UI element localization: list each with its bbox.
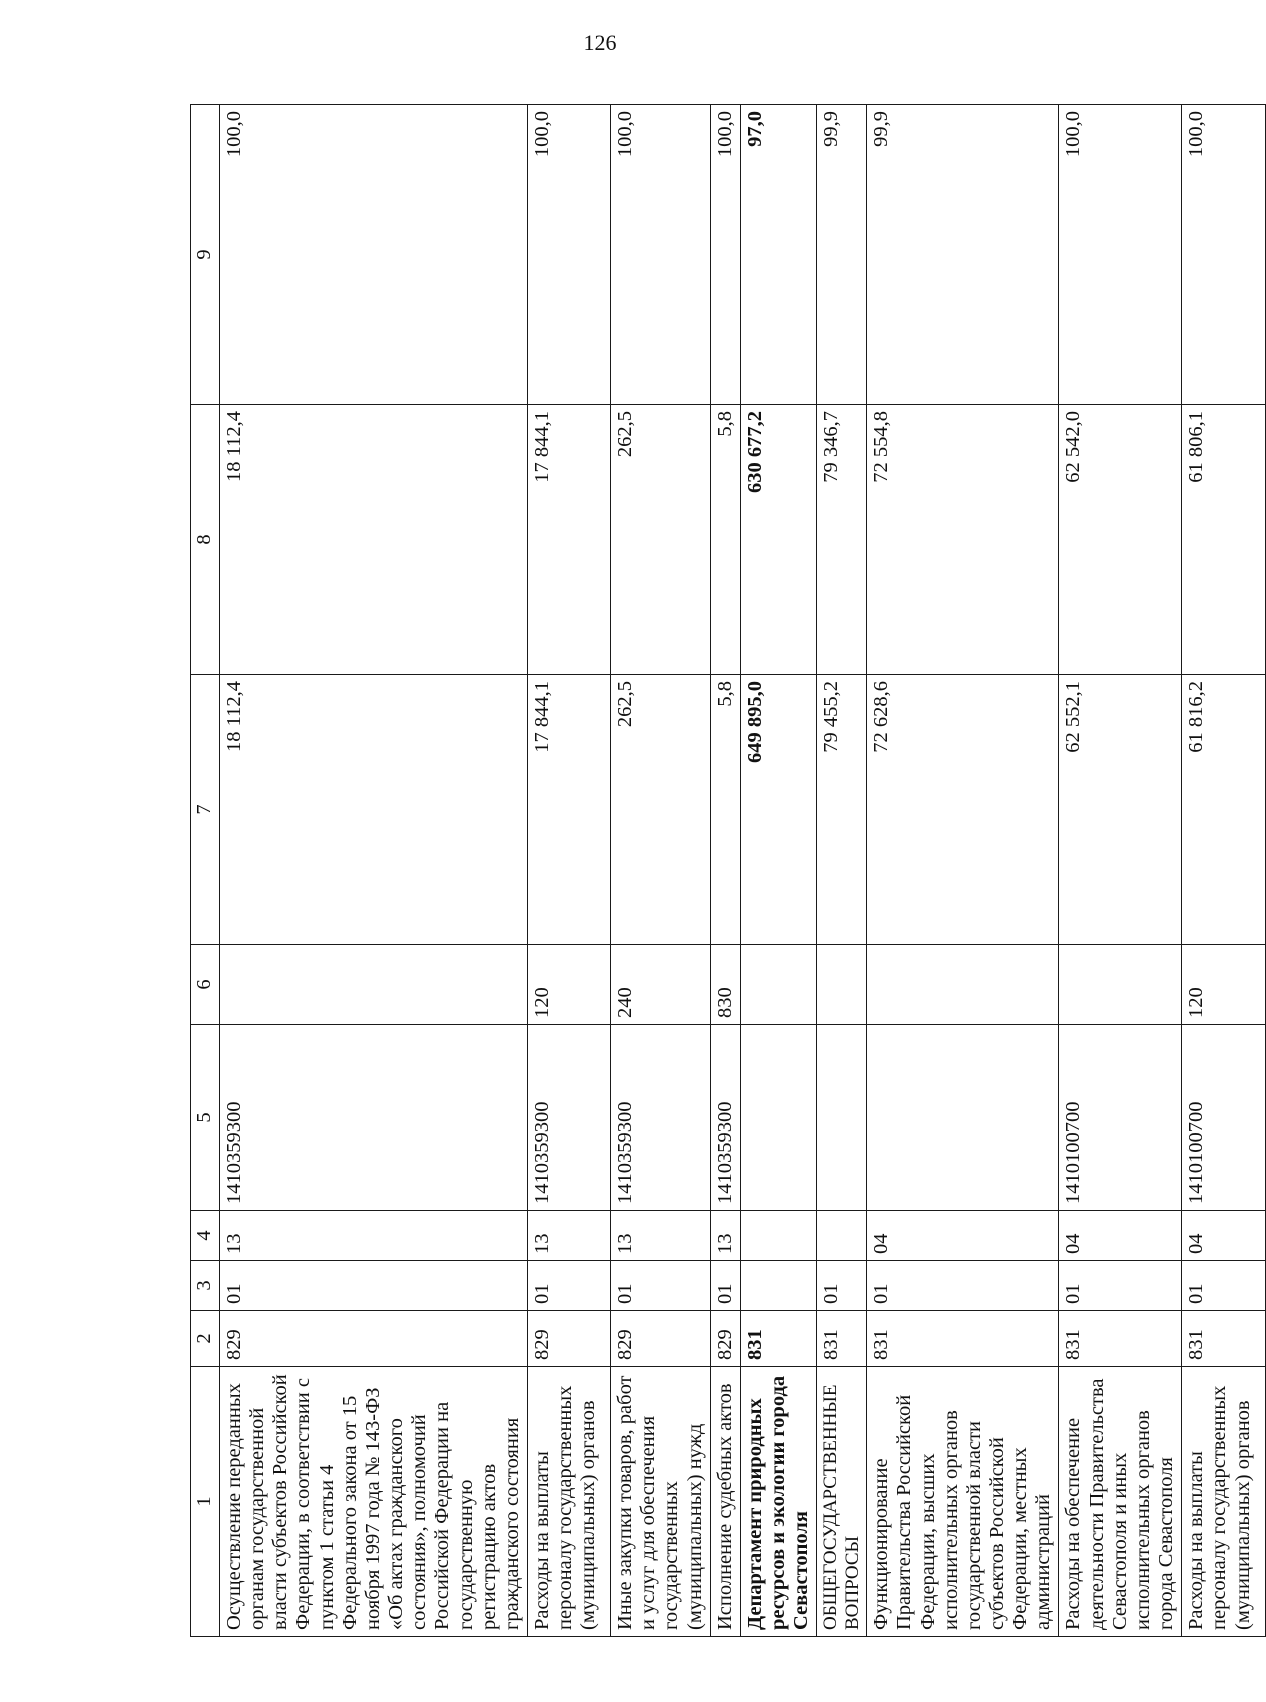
row-name: Расходы на обеспечение деятельности Правительства Севастополя и иных исполнительных органов города Севастополя	[1059, 1367, 1182, 1637]
cell-col9: 100,0	[710, 105, 740, 405]
cell-col8: 72 554,8	[867, 405, 1059, 675]
table-row	[817, 105, 867, 1637]
cell-col4: 04	[867, 1211, 1059, 1261]
cell-col9: 100,0	[528, 105, 611, 405]
row-name: Осуществление переданных органам государственной власти субъектов Российской Федерации, в соответствии с пунктом 1 статьи 4 Федерального закона от 15 ноября 1997 года № 143-ФЗ «Об актах гражданского состояния», полномочий Российской Федерации на государственную регистрацию актов гражданского состояния	[220, 1367, 528, 1637]
cell-col6	[1059, 945, 1182, 1025]
cell-col7: 17 844,1	[528, 675, 611, 945]
cell-col9: 99,9	[817, 105, 867, 405]
cell-col4: 04	[1182, 1211, 1266, 1261]
cell-col7: 649 895,0	[740, 675, 816, 945]
cell-col9: 100,0	[1182, 105, 1266, 405]
header-cell: 6	[191, 945, 220, 1025]
cell-col6	[220, 945, 528, 1025]
cell-col8: 262,5	[611, 405, 711, 675]
row-name: Департамент природных ресурсов и экологии города Севастополя	[740, 1367, 816, 1637]
table-row	[867, 105, 1059, 1637]
cell-col6: 120	[528, 945, 611, 1025]
cell-col9: 97,0	[740, 105, 816, 405]
header-cell: 1	[191, 1367, 220, 1637]
cell-col9: 99,9	[867, 105, 1059, 405]
cell-col6: 240	[611, 945, 711, 1025]
cell-col2: 831	[1182, 1311, 1266, 1367]
cell-col2: 831	[1059, 1311, 1182, 1367]
cell-col7: 79 455,2	[817, 675, 867, 945]
row-name: Функционирование Правительства Российской Федерации, высших исполнительных органов государственной власти субъектов Российской Федерации, местных администраций	[867, 1367, 1059, 1637]
cell-col3: 01	[528, 1261, 611, 1311]
table-row	[528, 105, 611, 1637]
cell-col4: 04	[1059, 1211, 1182, 1261]
cell-col2: 829	[528, 1311, 611, 1367]
header-cell: 3	[191, 1261, 220, 1311]
cell-col8: 61 806,1	[1182, 405, 1266, 675]
table-row	[710, 105, 740, 1637]
cell-col5: 1410359300	[528, 1025, 611, 1211]
cell-col5: 1410359300	[710, 1025, 740, 1211]
cell-col7: 62 552,1	[1059, 675, 1182, 945]
cell-col4	[740, 1211, 816, 1261]
cell-col5: 1410100700	[1182, 1025, 1266, 1211]
cell-col7: 262,5	[611, 675, 711, 945]
cell-col6: 120	[1182, 945, 1266, 1025]
cell-col2: 831	[817, 1311, 867, 1367]
table-row	[1182, 105, 1266, 1637]
header-cell: 4	[191, 1211, 220, 1261]
cell-col9: 100,0	[611, 105, 711, 405]
cell-col5: 1410100700	[1059, 1025, 1182, 1211]
cell-col8: 79 346,7	[817, 405, 867, 675]
page-number: 126	[583, 30, 617, 55]
cell-col7: 18 112,4	[220, 675, 528, 945]
cell-col5	[740, 1025, 816, 1211]
header-cell: 5	[191, 1025, 220, 1211]
table-row	[220, 105, 528, 1637]
header-cell: 8	[191, 405, 220, 675]
cell-col2: 829	[611, 1311, 711, 1367]
cell-col5: 1410359300	[220, 1025, 528, 1211]
cell-col6	[867, 945, 1059, 1025]
cell-col4	[817, 1211, 867, 1261]
row-name: ОБЩЕГОСУДАРСТВЕННЫЕ ВОПРОСЫ	[817, 1367, 867, 1637]
rotated-table-container	[190, 105, 1254, 1637]
cell-col2: 829	[710, 1311, 740, 1367]
cell-col9: 100,0	[220, 105, 528, 405]
cell-col2: 829	[220, 1311, 528, 1367]
table-row	[1059, 105, 1182, 1637]
cell-col6	[740, 945, 816, 1025]
row-name: Исполнение судебных актов	[710, 1367, 740, 1637]
cell-col3: 01	[867, 1261, 1059, 1311]
cell-col3: 01	[1182, 1261, 1266, 1311]
cell-col5: 1410359300	[611, 1025, 711, 1211]
cell-col3: 01	[611, 1261, 711, 1311]
cell-col8: 5,8	[710, 405, 740, 675]
cell-col4: 13	[710, 1211, 740, 1261]
cell-col3: 01	[710, 1261, 740, 1311]
cell-col6: 830	[710, 945, 740, 1025]
header-cell: 2	[191, 1311, 220, 1367]
cell-col5	[867, 1025, 1059, 1211]
table-row	[611, 105, 711, 1637]
cell-col3: 01	[817, 1261, 867, 1311]
cell-col8: 630 677,2	[740, 405, 816, 675]
budget-table	[190, 104, 1266, 1637]
table-row	[740, 105, 816, 1637]
header-cell: 7	[191, 675, 220, 945]
cell-col7: 5,8	[710, 675, 740, 945]
cell-col7: 61 816,2	[1182, 675, 1266, 945]
cell-col4: 13	[528, 1211, 611, 1261]
cell-col2: 831	[740, 1311, 816, 1367]
cell-col7: 72 628,6	[867, 675, 1059, 945]
cell-col3	[740, 1261, 816, 1311]
cell-col8: 62 542,0	[1059, 405, 1182, 675]
cell-col6	[817, 945, 867, 1025]
cell-col4: 13	[611, 1211, 711, 1261]
cell-col3: 01	[220, 1261, 528, 1311]
cell-col8: 18 112,4	[220, 405, 528, 675]
row-name: Расходы на выплаты персоналу государственных (муниципальных) органов	[528, 1367, 611, 1637]
cell-col9: 100,0	[1059, 105, 1182, 405]
cell-col4: 13	[220, 1211, 528, 1261]
table-header-row	[191, 105, 220, 1637]
cell-col2: 831	[867, 1311, 1059, 1367]
header-cell: 9	[191, 105, 220, 405]
row-name: Расходы на выплаты персоналу государственных (муниципальных) органов	[1182, 1367, 1266, 1637]
cell-col5	[817, 1025, 867, 1211]
cell-col3: 01	[1059, 1261, 1182, 1311]
cell-col8: 17 844,1	[528, 405, 611, 675]
row-name: Иные закупки товаров, работ и услуг для обеспечения государственных (муниципальных) нужд	[611, 1367, 711, 1637]
